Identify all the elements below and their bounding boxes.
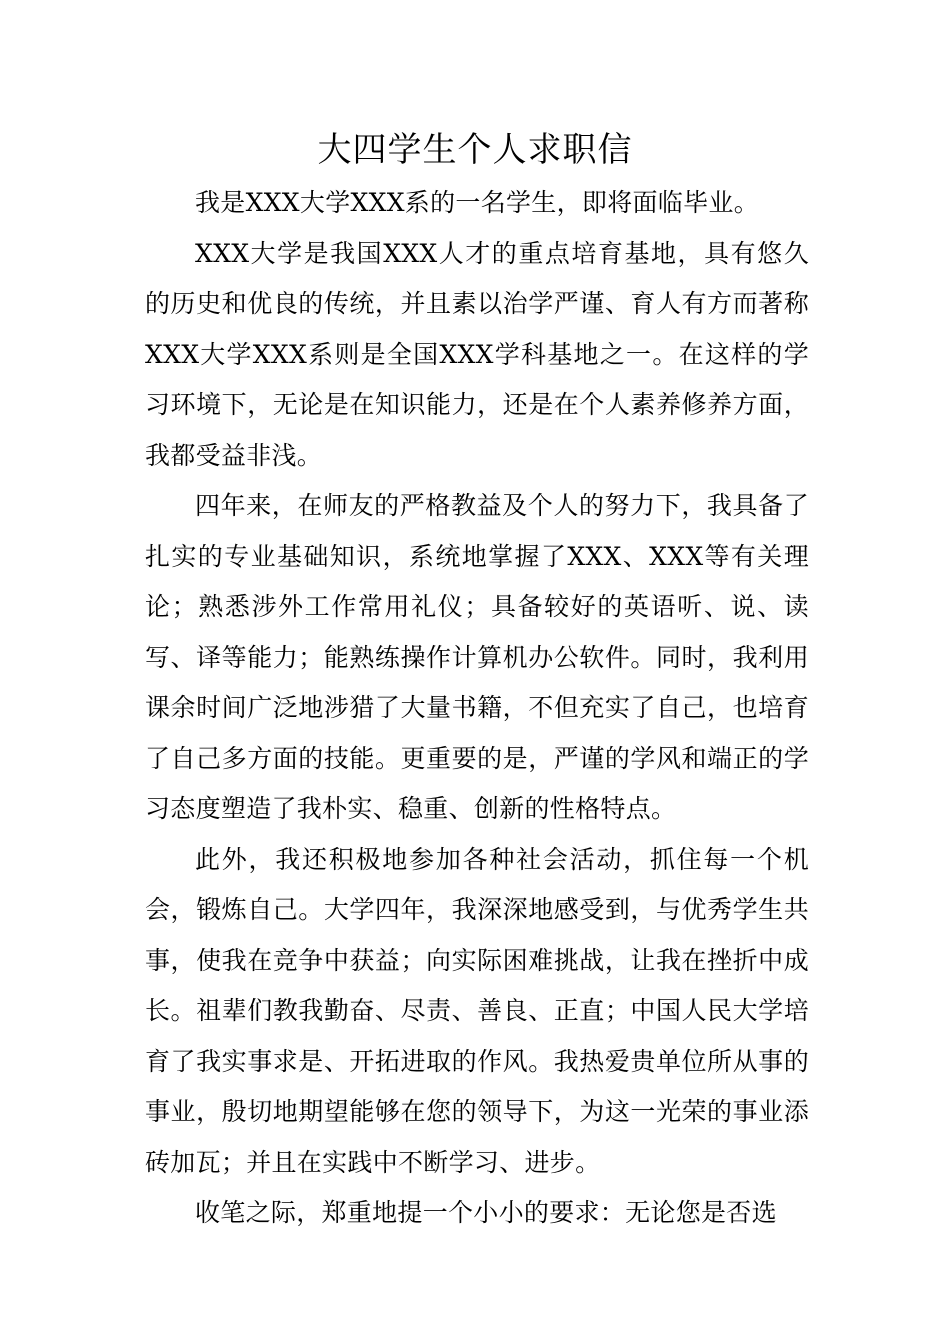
paragraph-university: XXX大学是我国XXX人才的重点培育基地，具有悠久的历史和优良的传统，并且素以治学严谨、育人有方而著称XXX大学XXX系则是全国XXX学科基地之一。在这样的学习环境下，无论是在知识能力，还是在个人素养修养方面，我都受益非浅。 [145,238,809,470]
paragraph-skills: 四年来，在师友的严格教益及个人的努力下，我具备了扎实的专业基础知识，系统地掌握了XXX、XXX等有关理论；熟悉涉外工作常用礼仪；具备较好的英语听、说、读写、译等能力；能熟练操作计算机办公软件。同时，我利用课余时间广泛地涉猎了大量书籍，不但充实了自己，也培育了自己多方面的技能。更重要的是，严谨的学风和端正的学习态度塑造了我朴实、稳重、创新的性格特点。 [145,491,809,823]
paragraph-intro: 我是XXX大学XXX系的一名学生，即将面临毕业。 [195,188,759,217]
paragraph-activities: 此外，我还积极地参加各种社会活动，抓住每一个机会，锻炼自己。大学四年，我深深地感受到，与优秀学生共事，使我在竞争中获益；向实际困难挑战，让我在挫折中成长。祖辈们教我勤奋、尽责、善良、正直；中国人民大学培育了我实事求是、开拓进取的作风。我热爱贵单位所从事的事业，殷切地期望能够在您的领导下，为这一光荣的事业添砖加瓦；并且在实践中不断学习、进步。 [145,844,809,1177]
paragraph-closing: 收笔之际，郑重地提一个小小的要求：无论您是否选 [195,1198,777,1227]
document-title: 大四学生个人求职信 [317,130,633,170]
document-body [145,178,809,1239]
